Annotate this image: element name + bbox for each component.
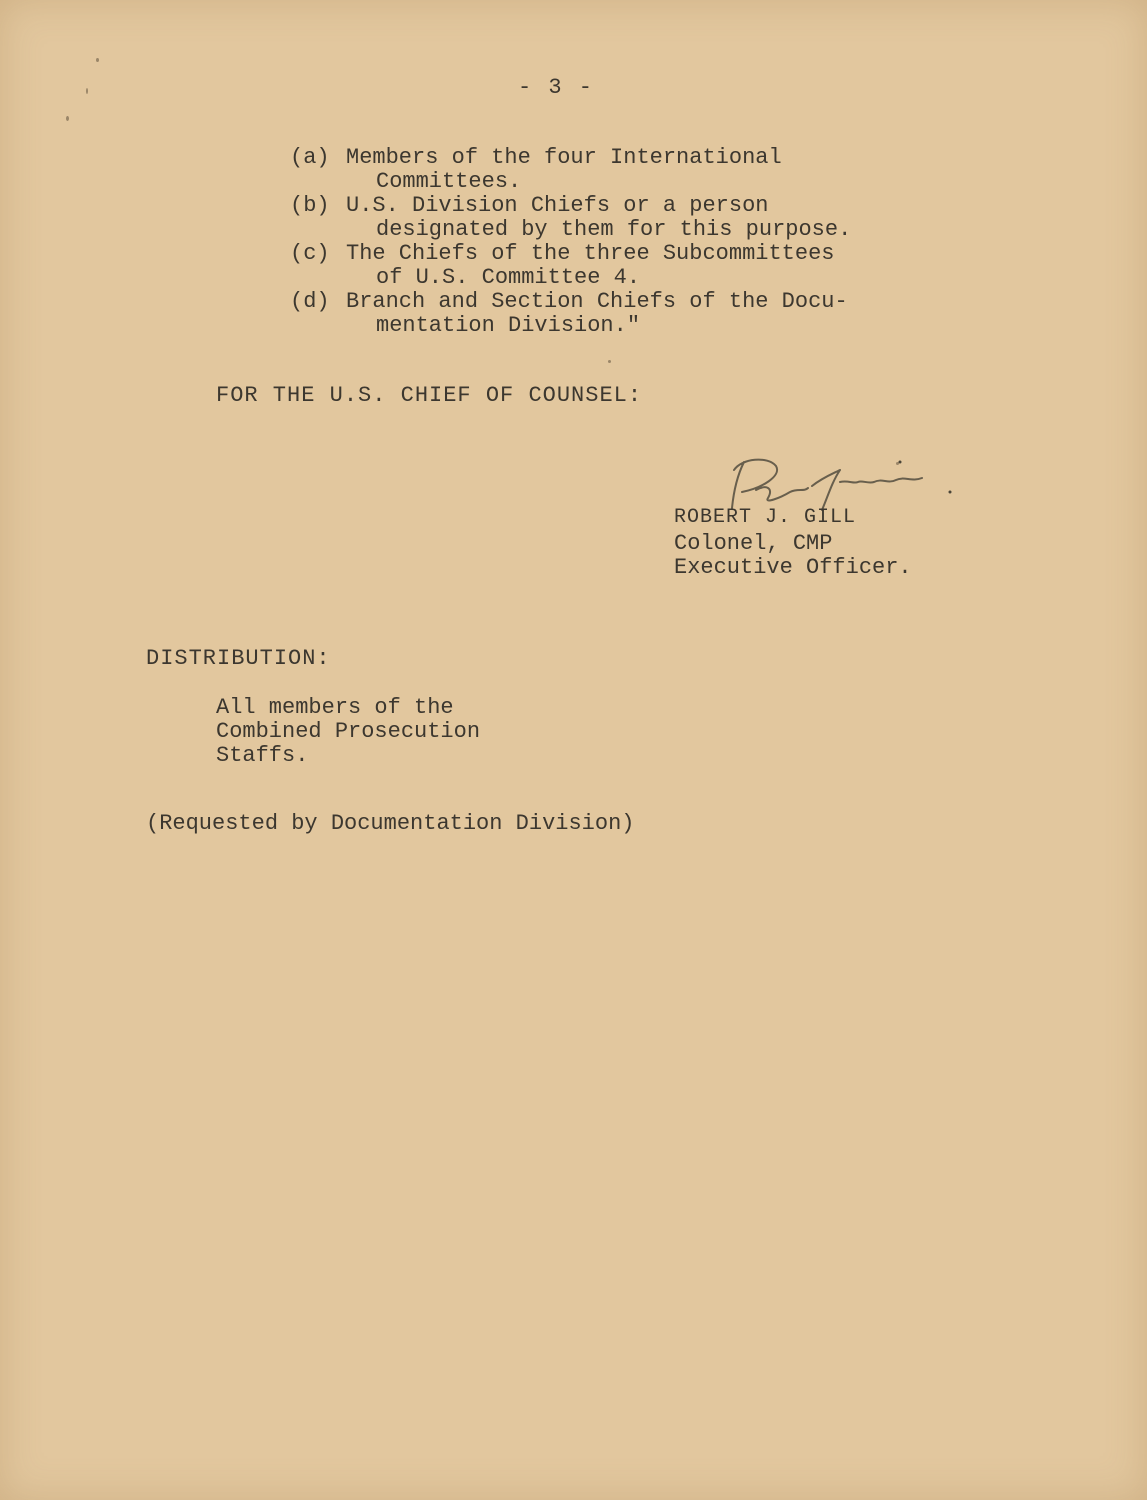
list-line: designated by them for this purpose. [376, 217, 852, 242]
list-marker: (d) [290, 289, 330, 314]
list-text [346, 146, 910, 194]
list-item [290, 194, 910, 242]
list-line: Members of the four International [346, 145, 782, 170]
distribution-line: Staffs. [216, 743, 309, 768]
paper-speck [608, 360, 611, 363]
distribution-line: Combined Prosecution [216, 719, 481, 744]
list-item [290, 146, 910, 194]
list-text [346, 194, 910, 242]
recipient-list [290, 146, 910, 338]
distribution-body [216, 696, 480, 768]
for-counsel-line: FOR THE U.S. CHIEF OF COUNSEL: [216, 383, 643, 408]
paper-speck [86, 88, 88, 94]
signatory-rank: Colonel, CMP [674, 531, 833, 556]
distribution-label: DISTRIBUTION: [146, 646, 331, 671]
distribution-line: All members of the [216, 695, 454, 720]
paper-speck [66, 116, 69, 121]
list-line: mentation Division." [376, 313, 641, 338]
list-line: Branch and Section Chiefs of the Docu- [346, 289, 848, 314]
list-item [290, 290, 910, 338]
list-marker: (c) [290, 241, 330, 266]
signature-block [672, 448, 972, 588]
list-marker: (a) [290, 145, 330, 170]
list-line: of U.S. Committee 4. [376, 265, 641, 290]
list-line: Committees. [376, 169, 522, 194]
signatory-name: ROBERT J. GILL [674, 506, 857, 529]
list-item [290, 242, 910, 290]
signatory-title: Executive Officer. [674, 555, 912, 580]
requested-by-note: (Requested by Documentation Division) [146, 811, 635, 836]
list-text [346, 290, 910, 338]
list-line: The Chiefs of the three Subcommittees [346, 241, 835, 266]
page-number: - 3 - [518, 75, 595, 100]
list-marker: (b) [290, 193, 330, 218]
list-text [346, 242, 910, 290]
list-line: U.S. Division Chiefs or a person [346, 193, 769, 218]
paper-speck [96, 58, 99, 62]
